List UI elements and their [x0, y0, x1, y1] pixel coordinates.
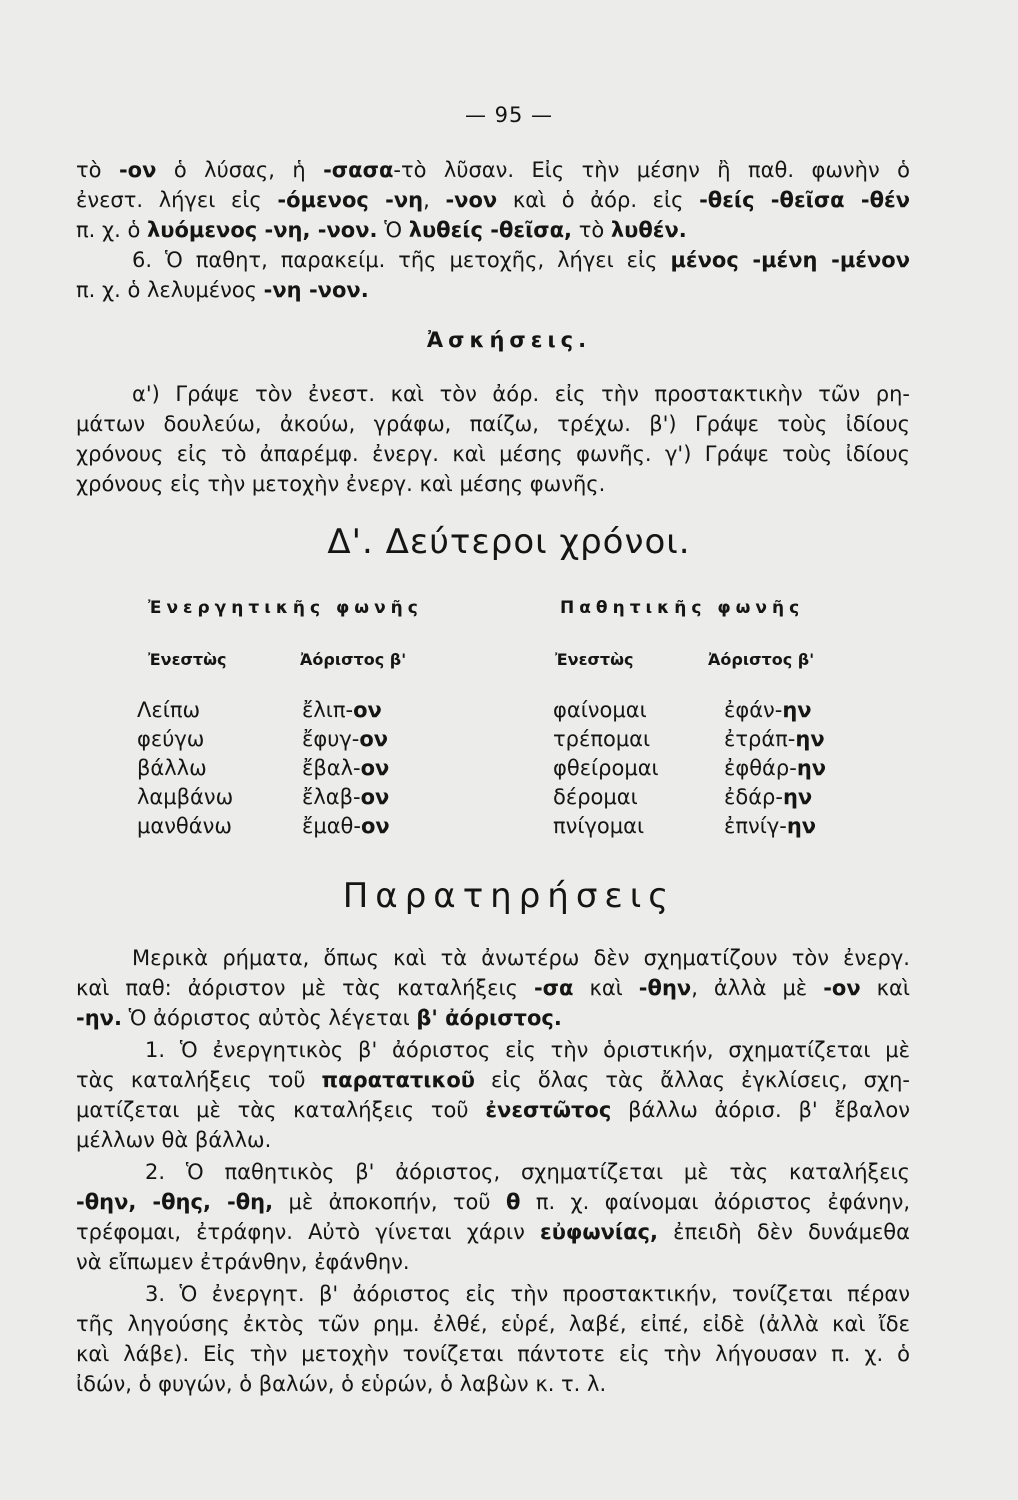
exercise-line: μάτων δουλεύω, ἀκούω, γράφω, παίζω, τρέχω. β') Γράψε τοὺς ἰδίους: [76, 412, 910, 436]
intro-line-3: π. χ. ὁ λυόμενος -νη, -νον. Ὁ λυθείς -θεῖσα, τὸ λυθέν.: [76, 218, 687, 242]
verb-cell: φαίνομαι: [553, 698, 647, 722]
active-aorist-column: [302, 696, 390, 841]
exercise-line: χρόνους εἰς τὸ ἀπαρέμφ. ἐνεργ. καὶ μέσης φωνῆς. γ') Γράψε τοὺς ἰδίους: [76, 442, 910, 466]
observation-line: ματίζεται μὲ τὰς καταλήξεις τοῦ ἐνεστῶτος βάλλω ἀόρισ. β' ἔβαλον: [76, 1098, 911, 1122]
verb-cell: ἐδάρ-ην: [724, 785, 813, 809]
verb-cell: ἐφάν-ην: [724, 698, 812, 722]
page-number: — 95 —: [464, 103, 554, 127]
verb-cell: βάλλω: [137, 756, 207, 780]
observation-line: -ην. Ὁ ἀόριστος αὐτὸς λέγεται β' ἀόριστος.: [76, 1006, 562, 1030]
verb-cell: ἔμαθ-ον: [302, 814, 390, 838]
observation-line: τῆς ληγούσης ἐκτὸς τῶν ρημ. ἐλθέ, εὑρέ, λαβέ, εἰπέ, εἰδὲ (ἀλλὰ καὶ ἴδε: [76, 1312, 910, 1336]
verb-cell: ἐφθάρ-ην: [724, 756, 827, 780]
active-voice-header: Ἐνεργητικῆς φωνῆς: [148, 598, 423, 618]
passive-present-column: [553, 696, 659, 841]
observation-line: νὰ εἴπωμεν ἐτράνθην, ἐφάνθην.: [76, 1250, 410, 1274]
exercise-line: χρόνους εἰς τὴν μετοχὴν ἐνεργ. καὶ μέσης φωνῆς.: [76, 472, 606, 496]
observation-line: 1. Ὁ ἐνεργητικὸς β' ἀόριστος εἰς τὴν ὁριστικήν, σχηματίζεται μὲ: [145, 1038, 910, 1062]
verb-cell: τρέπομαι: [553, 727, 651, 751]
verb-cell: δέρομαι: [553, 785, 638, 809]
observation-line: 3. Ὁ ἐνεργητ. β' ἀόριστος εἰς τὴν προστακτικήν, τονίζεται πέραν: [145, 1282, 910, 1306]
observation-line: 2. Ὁ παθητικὸς β' ἀόριστος, σχηματίζεται μὲ τὰς καταλήξεις: [145, 1160, 910, 1184]
intro-line-4: 6. Ὁ παθητ, παρακείμ. τῆς μετοχῆς, λήγει εἰς μένος -μένη -μένον: [132, 248, 910, 272]
verb-cell: ἔλαβ-ον: [302, 785, 390, 809]
observation-line: καὶ λάβε). Εἰς τὴν μετοχὴν τονίζεται πάντοτε εἰς τὴν λήγουσαν π. χ. ὁ: [76, 1342, 910, 1366]
passive-aorist-header: Ἀόριστος β': [708, 650, 815, 669]
section-title: Δ'. Δεύτεροι χρόνοι.: [327, 522, 691, 562]
verb-cell: ἐτράπ-ην: [724, 727, 825, 751]
passive-aorist-column: [724, 696, 826, 841]
verb-cell: Λείπω: [137, 698, 201, 722]
active-present-header: Ἐνεστὼς: [148, 650, 227, 669]
verb-cell: ἔφυγ-ον: [302, 727, 389, 751]
verb-cell: ἔλιπ-ον: [302, 698, 382, 722]
exercise-line: α') Γράψε τὸν ἐνεστ. καὶ τὸν ἀόρ. εἰς τὴν προστακτικὴν τῶν ρη-: [132, 382, 910, 406]
verb-cell: μανθάνω: [137, 814, 232, 838]
verb-cell: ἐπνίγ-ην: [724, 814, 817, 838]
active-present-column: [137, 696, 233, 841]
observation-line: τὰς καταλήξεις τοῦ παρατατικοῦ εἰς ὅλας τὰς ἄλλας ἐγκλίσεις, σχη-: [76, 1068, 910, 1092]
intro-line-5: π. χ. ὁ λελυμένος -νη -νον.: [76, 278, 369, 302]
observation-line: μέλλων θὰ βάλλω.: [76, 1128, 272, 1152]
verb-cell: πνίγομαι: [553, 814, 645, 838]
verb-cell: ἔβαλ-ον: [302, 756, 390, 780]
observation-line: τρέφομαι, ἐτράφην. Αὐτὸ γίνεται χάριν εὐφωνίας, ἐπειδὴ δὲν δυνάμεθα: [76, 1220, 910, 1244]
observation-line: καὶ παθ: ἀόριστον μὲ τὰς καταλήξεις -σα καὶ -θην, ἀλλὰ μὲ -ον καὶ: [76, 976, 910, 1000]
active-aorist-header: Ἀόριστος β': [300, 650, 407, 669]
observation-line: ἰδών, ὁ φυγών, ὁ βαλών, ὁ εὑρών, ὁ λαβὼν κ. τ. λ.: [76, 1372, 607, 1396]
intro-line-1: τὸ -ον ὁ λύσας, ἡ -σασα-τὸ λῦσαν. Εἰς τὴν μέσην ἢ παθ. φωνὴν ὁ: [76, 158, 910, 182]
verb-cell: φθείρομαι: [553, 756, 659, 780]
verb-cell: φεύγω: [137, 727, 205, 751]
observations-title: Παρατηρήσεις: [342, 876, 676, 916]
verb-cell: λαμβάνω: [137, 785, 234, 809]
observation-line: -θην, -θης, -θη, μὲ ἀποκοπήν, τοῦ θ π. χ. φαίνομαι ἀόριστος ἐφάνην,: [76, 1190, 911, 1214]
exercises-title: Ἀσκήσεις.: [426, 328, 592, 352]
observation-line: Μερικὰ ρήματα, ὅπως καὶ τὰ ἀνωτέρω δὲν σχηματίζουν τὸν ἐνεργ.: [132, 946, 910, 970]
intro-line-2: ἐνεστ. λήγει εἰς -όμενος -νη, -νον καὶ ὁ ἀόρ. εἰς -θείς -θεῖσα -θέν: [76, 188, 911, 212]
passive-present-header: Ἐνεστὼς: [555, 650, 634, 669]
passive-voice-header: Παθητικῆς φωνῆς: [560, 598, 805, 618]
